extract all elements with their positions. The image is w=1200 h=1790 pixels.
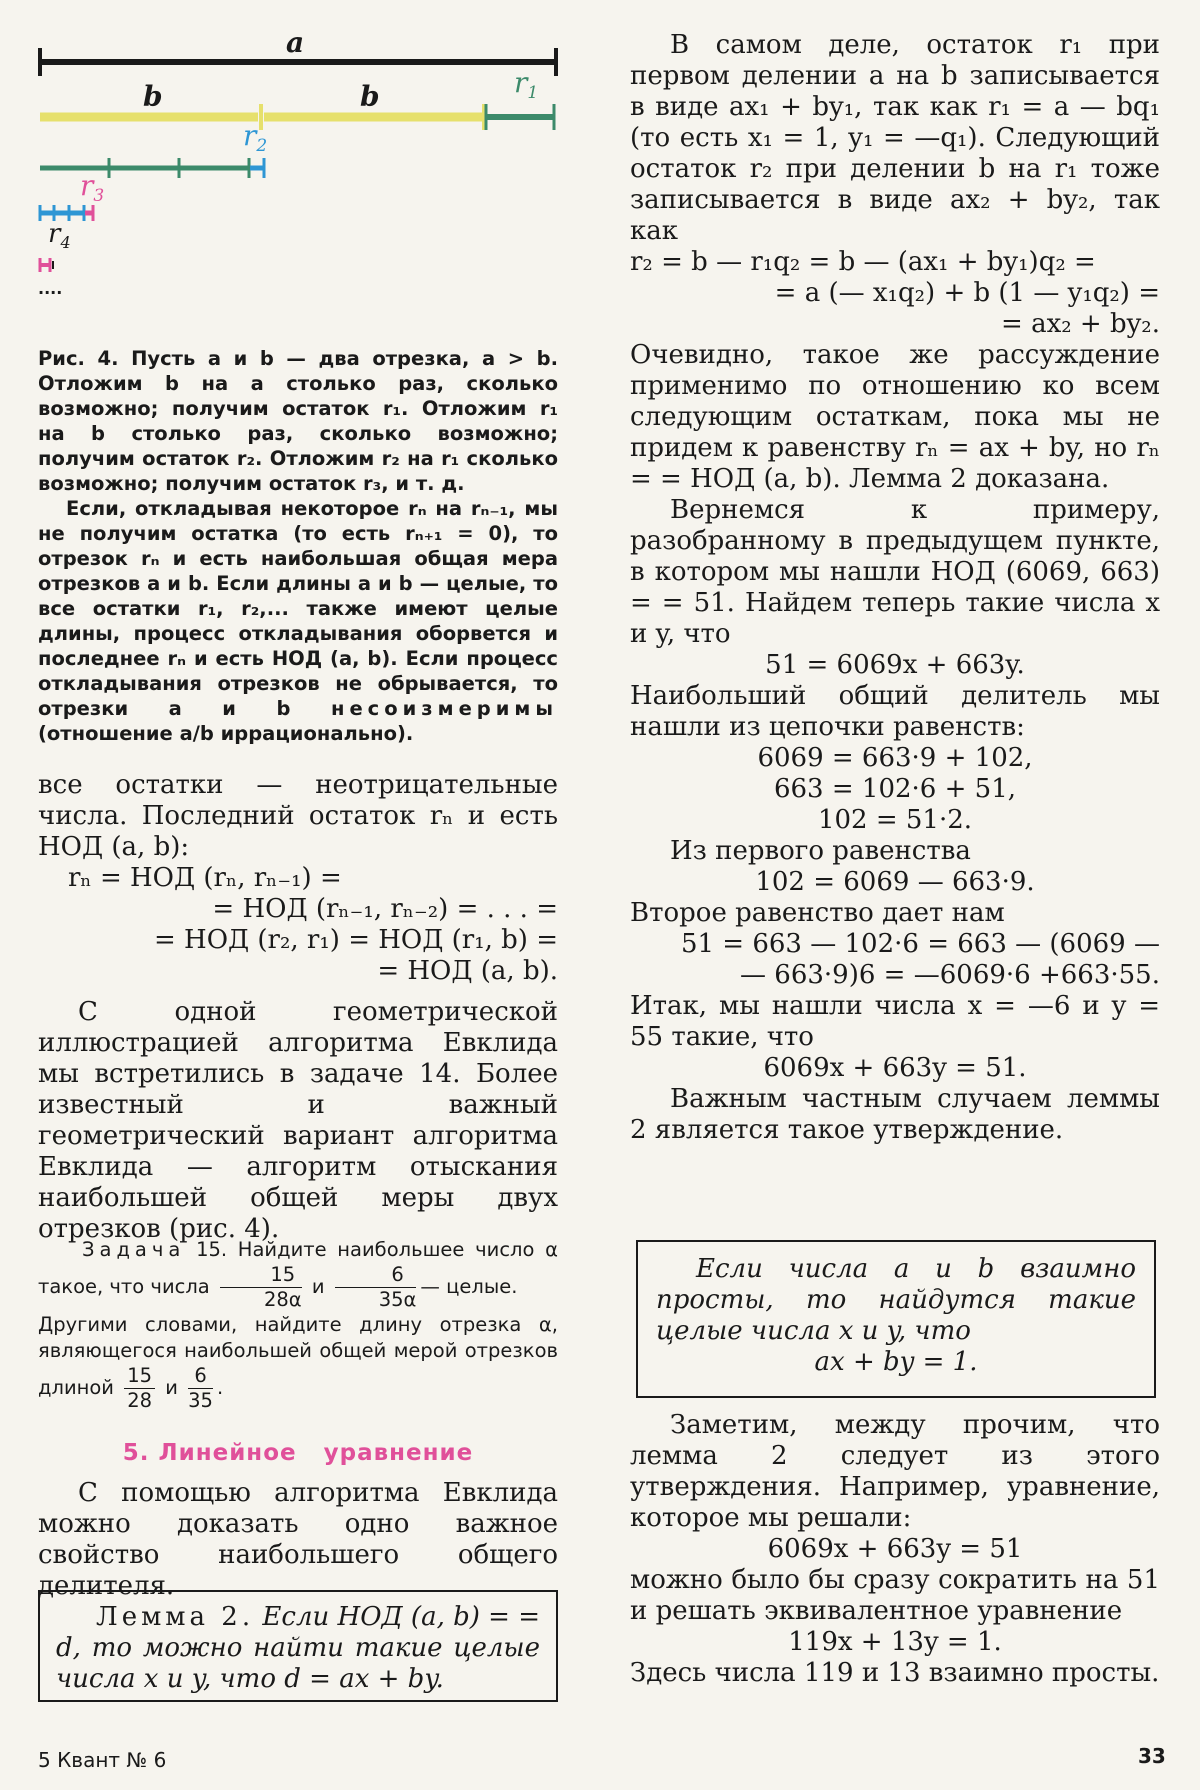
equation: 6069x + 663y = 51 bbox=[767, 1534, 1023, 1564]
paragraph: Здесь числа 119 и 13 взаимно просты. bbox=[630, 1658, 1160, 1688]
fraction-numerator: 15 bbox=[124, 1364, 155, 1389]
left-body bbox=[38, 770, 558, 1245]
task-text: и bbox=[311, 1275, 325, 1298]
caption-emphasis: несоизмеримы bbox=[330, 697, 558, 720]
ellipsis: .... bbox=[38, 279, 63, 298]
paragraph: Второе равенство дает нам bbox=[630, 898, 1005, 928]
segment-figure bbox=[38, 0, 558, 320]
label-r4: $r_4$ bbox=[48, 219, 71, 252]
section-intro bbox=[38, 1478, 558, 1602]
caption-paragraph: Рис. 4. Пусть a и b — два отрезка, a > b. Отложим b на a столько раз, сколько возможно; получим остаток r₁. Отложим r₁ на b столько раз, сколько возможно; получим остаток r₂. Отложим r₂ на r₁ сколько возможно; получим остаток r₃, и т. д. bbox=[38, 347, 558, 495]
task-label: Задача bbox=[82, 1238, 186, 1261]
task-text: — целые. bbox=[420, 1275, 518, 1298]
task-text: Другими словами, найдите длину отрезка α, являющегося наибольшей общей мерой отрезков длиной bbox=[38, 1313, 558, 1399]
fraction-denominator: 35 bbox=[188, 1389, 213, 1412]
task-line bbox=[38, 1237, 558, 1312]
fraction-denominator: 28α bbox=[263, 1288, 302, 1311]
fraction-denominator: 35α bbox=[378, 1288, 417, 1311]
right-body bbox=[630, 30, 1160, 1146]
lemma-label: Лемма 2. bbox=[96, 1602, 255, 1632]
paragraph: С помощью алгоритма Евклида можно доказать одно важное свойство наибольшего общего делителя. bbox=[38, 1478, 558, 1601]
figure-caption bbox=[38, 346, 558, 746]
page-number: 33 bbox=[1138, 1744, 1166, 1768]
task-text: 15. Найдите наибольшее число α такое, что числа bbox=[38, 1238, 559, 1298]
caption-text: Если, откладывая некоторое rₙ на rₙ₋₁, мы не получим остатка (то есть rₙ₊₁ = 0), то отрезок rₙ и есть наибольшая общая мера отрезков a и b. Если длины a и b — целые, то все остатки r₁, r₂,... также имеют целые длины, процесс откладывания оборвется и последнее rₙ и есть НОД (a, b). Если процесс откладывания отрезков не обрывается, то отрезки a и b bbox=[38, 497, 558, 720]
caption-paragraph bbox=[38, 496, 558, 746]
paragraph: В самом деле, остаток r₁ при первом делении a на b записывается в виде ax₁ + by₁, так как r₁ = a — bq₁ (то есть x₁ = 1, y₁ = —q₁). Следующий остаток r₂ при делении b на r₁ тоже записывается в виде ax₂ + by₂, так как bbox=[630, 30, 1160, 246]
paragraph: можно было бы сразу сократить на 51 и решать эквивалентное уравнение bbox=[630, 1565, 1160, 1626]
label-b: b bbox=[360, 80, 380, 113]
task-15 bbox=[38, 1237, 558, 1413]
fraction bbox=[335, 1263, 417, 1312]
fraction bbox=[220, 1263, 302, 1312]
paragraph: Важным частным случаем леммы 2 является такое утверждение. bbox=[630, 1084, 1160, 1145]
equation: = a (— x₁q₂) + b (1 — y₁q₂) = bbox=[774, 278, 1160, 308]
statement-box bbox=[636, 1240, 1156, 1398]
fraction bbox=[124, 1364, 155, 1413]
statement-equation: ax + by = 1. bbox=[814, 1347, 978, 1377]
equation: 51 = 6069x + 663y. bbox=[765, 650, 1025, 680]
paragraph: Итак, мы нашли числа x = —6 и y = 55 такие, что bbox=[630, 991, 1160, 1052]
equation: 6069 = 663·9 + 102, bbox=[757, 743, 1033, 773]
equation: 6069x + 663y = 51. bbox=[763, 1053, 1027, 1083]
right-body-end bbox=[630, 1410, 1160, 1689]
segments-diagram bbox=[38, 0, 558, 320]
equation: 119x + 13y = 1. bbox=[788, 1627, 1002, 1657]
equation: r₂ = b — r₁q₂ = b — (ax₁ + by₁)q₂ = bbox=[630, 247, 1096, 277]
equation: 663 = 102·6 + 51, bbox=[773, 774, 1017, 804]
paragraph: Из первого равенства bbox=[670, 836, 971, 866]
section-heading: 5. Линейное уравнение bbox=[122, 1440, 474, 1466]
paragraph: С одной геометрической иллюстрацией алгоритма Евклида мы встретились в задаче 14. Более известный и важный геометрический вариант алгоритма Евклида — алгоритм отыскания наибольшей общей меры двух отрезков (рис. 4). bbox=[38, 997, 558, 1244]
lemma-text bbox=[56, 1602, 540, 1695]
equation: = ax₂ + by₂. bbox=[1001, 309, 1160, 339]
paragraph: Наибольший общий делитель мы нашли из цепочки равенств: bbox=[630, 681, 1160, 742]
label-a: a bbox=[286, 26, 305, 59]
label-r2: $r_2$ bbox=[243, 119, 268, 156]
fraction bbox=[188, 1364, 213, 1413]
fraction-numerator: 6 bbox=[335, 1263, 417, 1288]
equation: — 663·9)6 = —6069·6 +663·55. bbox=[740, 960, 1160, 990]
paragraph: Вернемся к примеру, разобранному в предыдущем пункте, в котором мы нашли НОД (6069, 663) = = 51. Найдем теперь такие числа x и y, что bbox=[630, 495, 1160, 649]
label-b: b bbox=[143, 80, 163, 113]
lemma-body: Если НОД (a, b) = = d, то можно найти такие целые числа x и y, что d = ax + by. bbox=[56, 1602, 541, 1694]
fraction-numerator: 15 bbox=[220, 1263, 302, 1288]
task-line bbox=[38, 1312, 558, 1413]
footer-signature: 5 Квант № 6 bbox=[38, 1748, 167, 1772]
fraction-numerator: 6 bbox=[188, 1364, 213, 1389]
equation: = НОД (a, b). bbox=[377, 956, 558, 986]
statement-text: Если числа a и b взаимно просты, то найдутся такие целые числа x и y, что bbox=[656, 1254, 1136, 1346]
label-r1: $r_1$ bbox=[514, 66, 539, 103]
equation: rₙ = НОД (rₙ, rₙ₋₁) = bbox=[68, 863, 342, 893]
fraction-denominator: 28 bbox=[127, 1389, 153, 1412]
task-text: и bbox=[165, 1376, 178, 1399]
equation: 102 = 6069 — 663·9. bbox=[755, 867, 1035, 897]
task-text: . bbox=[216, 1376, 224, 1399]
paragraph: Заметим, между прочим, что лемма 2 следует из этого утверждения. Например, уравнение, которое мы решали: bbox=[630, 1410, 1160, 1533]
equation: = НОД (rₙ₋₁, rₙ₋₂) = . . . = bbox=[212, 894, 558, 924]
equation: 102 = 51·2. bbox=[817, 805, 973, 835]
equation: 51 = 663 — 102·6 = 663 — (6069 — bbox=[680, 929, 1160, 959]
label-r3: $r_3$ bbox=[80, 169, 105, 206]
lemma-box bbox=[38, 1590, 558, 1702]
paragraph: Очевидно, такое же рассуждение применимо по отношению ко всем следующим остаткам, пока мы не придем к равенству rₙ = ax + by, но rₙ = = НОД (a, b). Лемма 2 доказана. bbox=[630, 340, 1160, 494]
caption-text: (отношение a/b иррационально). bbox=[38, 722, 414, 745]
equation: = НОД (r₂, r₁) = НОД (r₁, b) = bbox=[153, 925, 558, 955]
paragraph: все остатки — неотрицательные числа. Последний остаток rₙ и есть НОД (a, b): bbox=[38, 770, 558, 862]
